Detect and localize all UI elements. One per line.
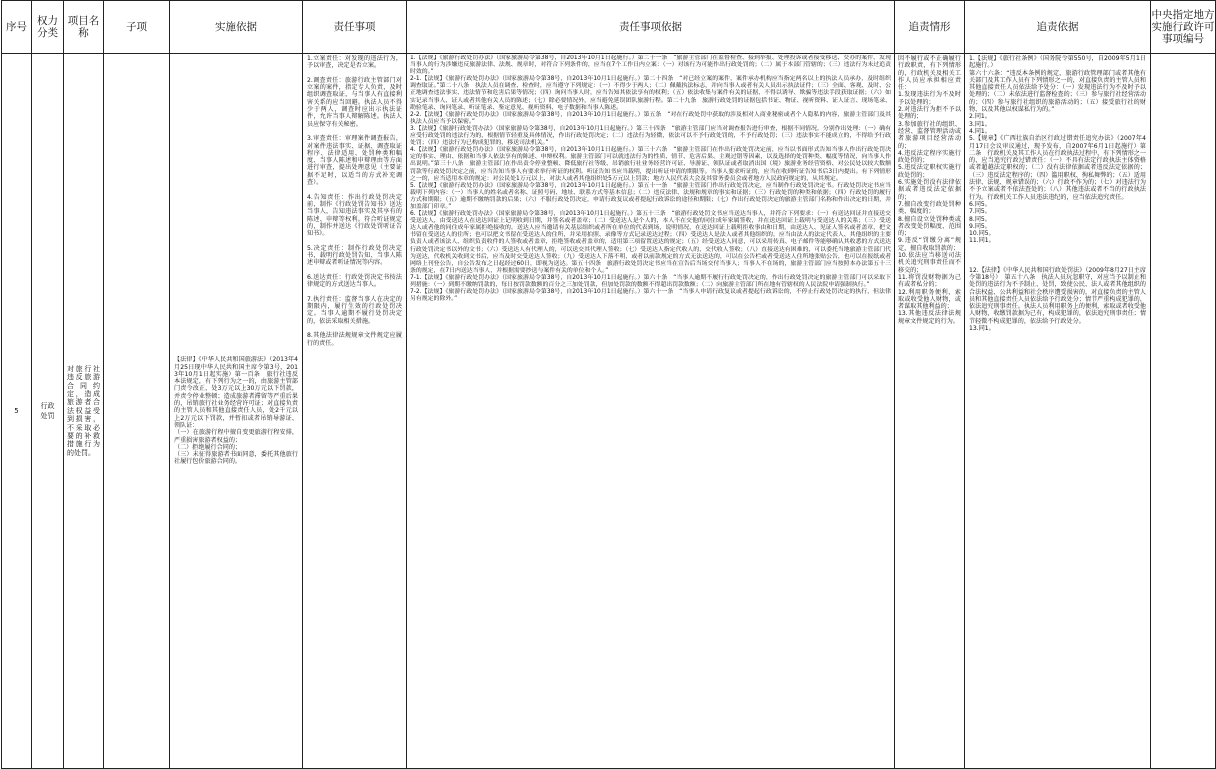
- header-duty: 责任事项: [303, 1, 407, 54]
- duty-basis-value: 1.【法规】《旅游行政处罚办法》（国家旅游局令第38号，自2013年10月1日起施行。）第二十一条 “旅游主管部门在监督检查、接到举报、处理投诉或者接受移送、交办的案件，发现当事人的行为涉嫌违反旅游法律、法规、规章时，对符合下列条件的，应当在7个工作日内立案：（一）对该行为可能作出行政处罚的；（二）属于本部门管辖的；（三）违法行为未过追责时效的。” 2-1.【法规】《旅游行政处罚办法》（国家旅游局令第38号，自2013年10月1日起施行。）第二十四条 “对已经立案的案件，案件承办机构应当指定两名以上的执法人员承办，及时组织调查取证。”第二十八条 执法人员在调查、检查时，应当遵守下列规定：（一）不得少于两人；（二）佩戴执法标志，并向当事人或者有关人员出示执法证件；（三）全面、客观、及时、公正地调查违法事实、违法情节和危害后果等情况；（四）询问当事人时，应当告知其依法享有的权利；（五）依法收集与案件有关的证据，不得以诱导、欺骗等违法手段获取证据；（六）如实记录当事人、证人或者其他有关人员的陈述；（七）除必要情况外，应当避免延误团队旅游行程。第二十九条 旅游行政处罚的证据包括书证、物证、视听资料、证人证言、现场笔录、勘验笔录、询问笔录、听证笔录、鉴定意见、视听资料、电子数据和当事人陈述。 2-2.【法规】《旅游行政处罚办法》（国家旅游局令第38号，自2013年10月1日起施行。）第五条 “对在行政处罚中获取的涉及相对人商业秘密或者个人隐私的内容，旅游主管部门及其执法人员应当予以保密。” 3.【法规】《旅游行政处罚办法》（国家旅游局令第38号，自2013年10月1日起施行。）第三十四条 “旅游主管部门应当对调查报告进行审查，根据不同情况，分别作出处理：（一）确有应受行政处罚的违法行为的，根据情节轻重及具体情况，作出行政处罚决定；（二）违法行为轻微，依法可以不予行政处罚的，不予行政处罚；（三）违法事实不能成立的，不得给予行政处罚；（四）违法行为已构成犯罪的，移送司法机关。” 4.【法规】《旅游行政处罚办法》（国家旅游局令第38号，自2013年10月1日起施行。）第三十六条 “旅游主管部门在作出行政处罚决定前，应当以书面形式告知当事人作出行政处罚决定的事实、理由、依据和当事人依法享有的陈述、申辩权利。旅游主管部门可以就违法行为的性质、情节、危害后果、主观过错等因素，以及选择的处罚种类、幅度等情况，向当事人作出说明。”第三十八条 旅游主管部门在作出责令停业整顿、降低旅行社等级、吊销旅行社业务经营许可证、导游证、领队证或者取消出国（境）旅游业务经营资格、对公民处以较大数额罚款等行政处罚决定之前，应当告知当事人有要求举行听证的权利。听证告知书应当载明，提出听证申请的期限等。当事人要求听证的，应当在收到听证告知书后3日内提出。有下列情形之一的，应当适用本章的规定：对公民处1万元以上、对法人或者其他组织处5万元以上罚款；地方人民代表大会及其常务委员会或者地方人民政府规定的，从其规定。 5.【法规】《旅游行政处罚办法》（国家旅游局令第38号，自2013年10月1日起施行。）第五十一条 “旅游主管部门作出行政处罚决定，应当制作行政处罚决定书。行政处罚决定书应当载明下列内容：（一）当事人的姓名或者名称、证照号码、地址、联系方式等基本信息；（二）违反法律、法规和规章的事实和证据；（三）行政处罚的种类和依据；（四）行政处罚的履行方式和期限；（五）逾期不缴纳罚款的后果；（六）不服行政处罚决定，申请行政复议或者提起行政诉讼的途径和期限；（七）作出行政处罚决定的旅游主管部门名称和作出决定的日期，并加盖部门印章。” 6.【法规】《旅游行政处罚办法》（国家旅游局令第38号，自2013年10月1日起施行。）第五十三条 “旅游行政处罚文书应当送达当事人，并符合下列要求：（一）有送达回证并直接送交受送达人，由受送达人在送达回证上记明收到日期，并签名或者盖章；（二）受送达人是个人的，本人不在交他的同住成年家属签收，并在送达回证上载明与受送达人的关系；（三）受送达人或者他的同住成年家属拒绝接收的，送达人应当邀请有关基层组织或者所在单位的代表到场，说明情况，在送达回证上载明拒收事由和日期，由送达人、见证人签名或者盖章，把文书留在受送达人的住所；也可以把文书留在受送达人的住所，并采用拍照、录像等方式记录送达过程；（四）受送达人是法人或者其他组织的，应当由法人的法定代表人、其他组织的主要负责人或者该法人、组织负责收件的人签收或者盖章，拒绝签收或者盖章的，适用第三项留置送达的规定；（五）经受送达人同意，可以采用传真、电子邮件等能够确认其收悉的方式送达行政处罚决定书以外的文书；（六）受送达人有代理人的，可以送交其代理人签收；（七）受送达人指定代收人的，交代收人签收；（八）直接送达有困难的，可以委托当地旅游主管部门代为送达，代收机关收到文书后，应当及时交受送达人签收；（九）受送达人下落不明，或者以前款规定的方式无法送达的，可以在公告栏或者受送达人住所地张贴公告，也可以在报纸或者网络上刊登公告，自公告发布之日起经过60日，即视为送达。第五十四条 旅游行政处罚决定书应当在宣告后当场交付当事人；当事人不在场的，旅游主管部门应当按照本办法第五十三条的规定，在7日内送达当事人，并根据需要抄送与案件有关的单位和个人。” 7-1.【法规】《旅游行政处罚办法》（国家旅游局令第38号，自2013年10月1日起施行。）第六十条 “当事人逾期不履行行政处罚决定的，作出行政处罚决定的旅游主管部门可以采取下列措施：（一）到期不缴纳罚款的，每日按罚款数额的百分之三加处罚款，但加处罚款的数额不得超出罚款数额；（二）向旅游主管部门所在地有管辖权的人民法院申请强制执行。” 7-2.【法规】《旅游行政处罚办法》（国家旅游局令第38号，自2013年10月1日起施行。）第六十一条 “当事人申请行政复议或者提起行政诉讼的，不停止行政处罚决定的执行，但法律另有规定的除外。”: [410, 55, 891, 303]
- cell-duty-basis: [407, 54, 895, 769]
- basis-value: 【法律】《中华人民共和国旅游法》（2013年4月25日现中华人民共和国主席令第3号，2013年10月1日起实施）第一百条 旅行社违反本法规定，有下列行为之一的，由旅游主管部门责令改正，处3万元以上30万元以下罚款，并责令停业整顿；造成旅游者滞留等严重后果的，吊销旅行社业务经营许可证；对直接负责的主管人员和其他直接责任人员，处2千元以上2万元以下罚款，并暂扣或者吊销导游证、领队证： （一）在旅游行程中擅自变更旅游行程安排，严重损害旅游者权益的； （二）拒绝履行合同的； （三）未征得旅游者书面同意，委托其他旅行社履行包价旅游合同的。: [174, 356, 298, 466]
- pursue-basis-value: 1.【法规】《旅行社条例》（国务院令第550号，自2009年5月1日起施行。） 第六十六条：“违反本条例的规定，旅游行政管理部门或者其他有关部门及其工作人员有下列情形之一的，对直接负责的主管人员和其他直接责任人员依法给予处分：（一）发现违法行为不及时予以处理的；（二）未依法进行监督检查的；（三）参与旅行社经营活动的；（四）参与旅行社组织的旅游活动的；（五）接受旅行社的财物、以及其他以权谋私行为的。” 2.同1。 3.同1。 4.同1。 5.【规章】《广西壮族自治区行政过错责任追究办法》（2007年4月17日会议审议通过，现予发布，自2007年6月1日起施行）第二条 行政机关及其工作人员在行政执法过程中，有下列情形之一的，应当追究行政过错责任：（一）不具有法定行政执法主体资格或者超越法定职权的；（二）没有法律依据或者违反法定依据的；（三）违反法定程序的；（四）滥用职权、徇私舞弊的；（五）适用法律、法规、规章错误的；（六）行政不作为的；（七）对违法行为不予立案或者不依法查处的；（八）其他违法或者不当的行政执法行为。行政机关工作人员违法违纪的，应当依法追究责任。 6.同5。 7.同5。 8.同5。 9.同5。 10.同5。 11.同1。 12.【法律】《中华人民共和国行政处罚法》（2009年8月27日主席令第18号） 第五十八条 执法人员玩忽职守，对应当予以制止和处罚的违法行为不予制止、处罚，致使公民、法人或者其他组织的合法权益、公共利益和社会秩序遭受损害的，对直接负责的主管人员和其他直接责任人员依法给予行政处分；情节严重构成犯罪的，依法追究刑事责任。执法人员利用职务上的便利，索取或者收受他人财物，收缴罚款据为己有，构成犯罪的，依法追究刑事责任；情节轻微不构成犯罪的，依法给予行政处分。 13.同1。: [969, 55, 1146, 332]
- header-central-code: 中央指定地方实施行政许可事项编号: [1151, 1, 1216, 54]
- header-pursue-basis: 追责依据: [965, 1, 1151, 54]
- cell-power-class: [32, 54, 64, 769]
- pursue-value: 因不履行或不正确履行行政职责，有下列情形的，行政机关及相关工作人员应承担相应责任： 1.发现违法行为不及时予以处理的； 2.对违法行为拒不予以处理的； 3.参加旅行社的组织、经营、监督管理活动或者旅游项目经营活动的； 4.违反法定程序实施行政处罚的； 5.违反法定职权实施行政处罚的； 6.实施处罚没有法律依据或者违反法定依据的； 7.擅自改变行政处罚种类、幅度的； 8.擅自设立处罚种类或者改变处罚幅度、范围的； 9.违反“罚缴分离”规定，擅自收取罚款的； 10.依法应当移送司法机关追究刑事责任而不移交的； 11.将罚没财物据为己有或者私分的； 12.利用职务便利，索取或收受他人财物，或者谋取其他利益的； 13.其他违反法律法规规章文件规定的行为。: [898, 55, 961, 325]
- cell-basis: [170, 54, 303, 769]
- header-pursue: 追责情形: [895, 1, 965, 54]
- header-subitem: 子项: [104, 1, 170, 54]
- item-name-value: 对旅行社违反旅游合同约定，造成旅游者合法权益受到损害，不采取必要的补救措施行为的处罚。: [67, 364, 100, 457]
- power-class-value: 行政处罚: [40, 402, 55, 420]
- header-power-class: 权力分类: [32, 1, 64, 54]
- cell-subitem: [104, 54, 170, 769]
- header-seq: 序号: [2, 1, 32, 54]
- header-basis: 实施依据: [170, 1, 303, 54]
- table-row: [2, 54, 1216, 769]
- cell-central-code: [1151, 54, 1216, 769]
- responsibility-table: [1, 0, 1216, 769]
- header-item-name: 项目名称: [64, 1, 104, 54]
- cell-pursue-basis: [965, 54, 1151, 769]
- duty-value: 1.立案责任：对发现的违法行为，予以审查，决定是否立案。 2.调查责任：旅游行政主管部门对立案的案件，指定专人负责，及时组织调查取证，与当事人有直接利害关系的应当回避。执法人员不得少于两人，调查时应出示执法证件，允许当事人辩解陈述。执法人员应保守有关秘密。 3.审查责任：审理案件调查报告，对案件违法事实、证据、调查取证程序、法律适用、处罚种类和幅度、当事人陈述和申辩理由等方面进行审查，提出处理意见（主要证据不足时，以适当的方式补充调查）。 4.告知责任：作出行政处罚决定前，制作《行政处罚告知书》送达当事人，告知违法事实及其享有的陈述、申辩等权利。符合听证规定的，制作并送达《行政处罚听证告知书》。 5.决定责任：制作行政处罚决定书，载明行政处罚告知、当事人陈述申辩或者听证情况等内容。 6.送达责任：行政处罚决定书按法律规定的方式送达当事人。 7.执行责任：监督当事人在决定的期限内，履行生效的行政处罚决定。当事人逾期不履行处罚决定的，依法采取相关措施。 8.其他法律法规规章文件规定应履行的责任。: [307, 55, 402, 347]
- cell-pursue: [895, 54, 965, 769]
- seq-value: 5: [14, 407, 19, 415]
- cell-item-name: [64, 54, 104, 769]
- cell-seq: [2, 54, 32, 769]
- header-duty-basis: 责任事项依据: [407, 1, 895, 54]
- header-row: [2, 1, 1216, 54]
- cell-duty: [303, 54, 407, 769]
